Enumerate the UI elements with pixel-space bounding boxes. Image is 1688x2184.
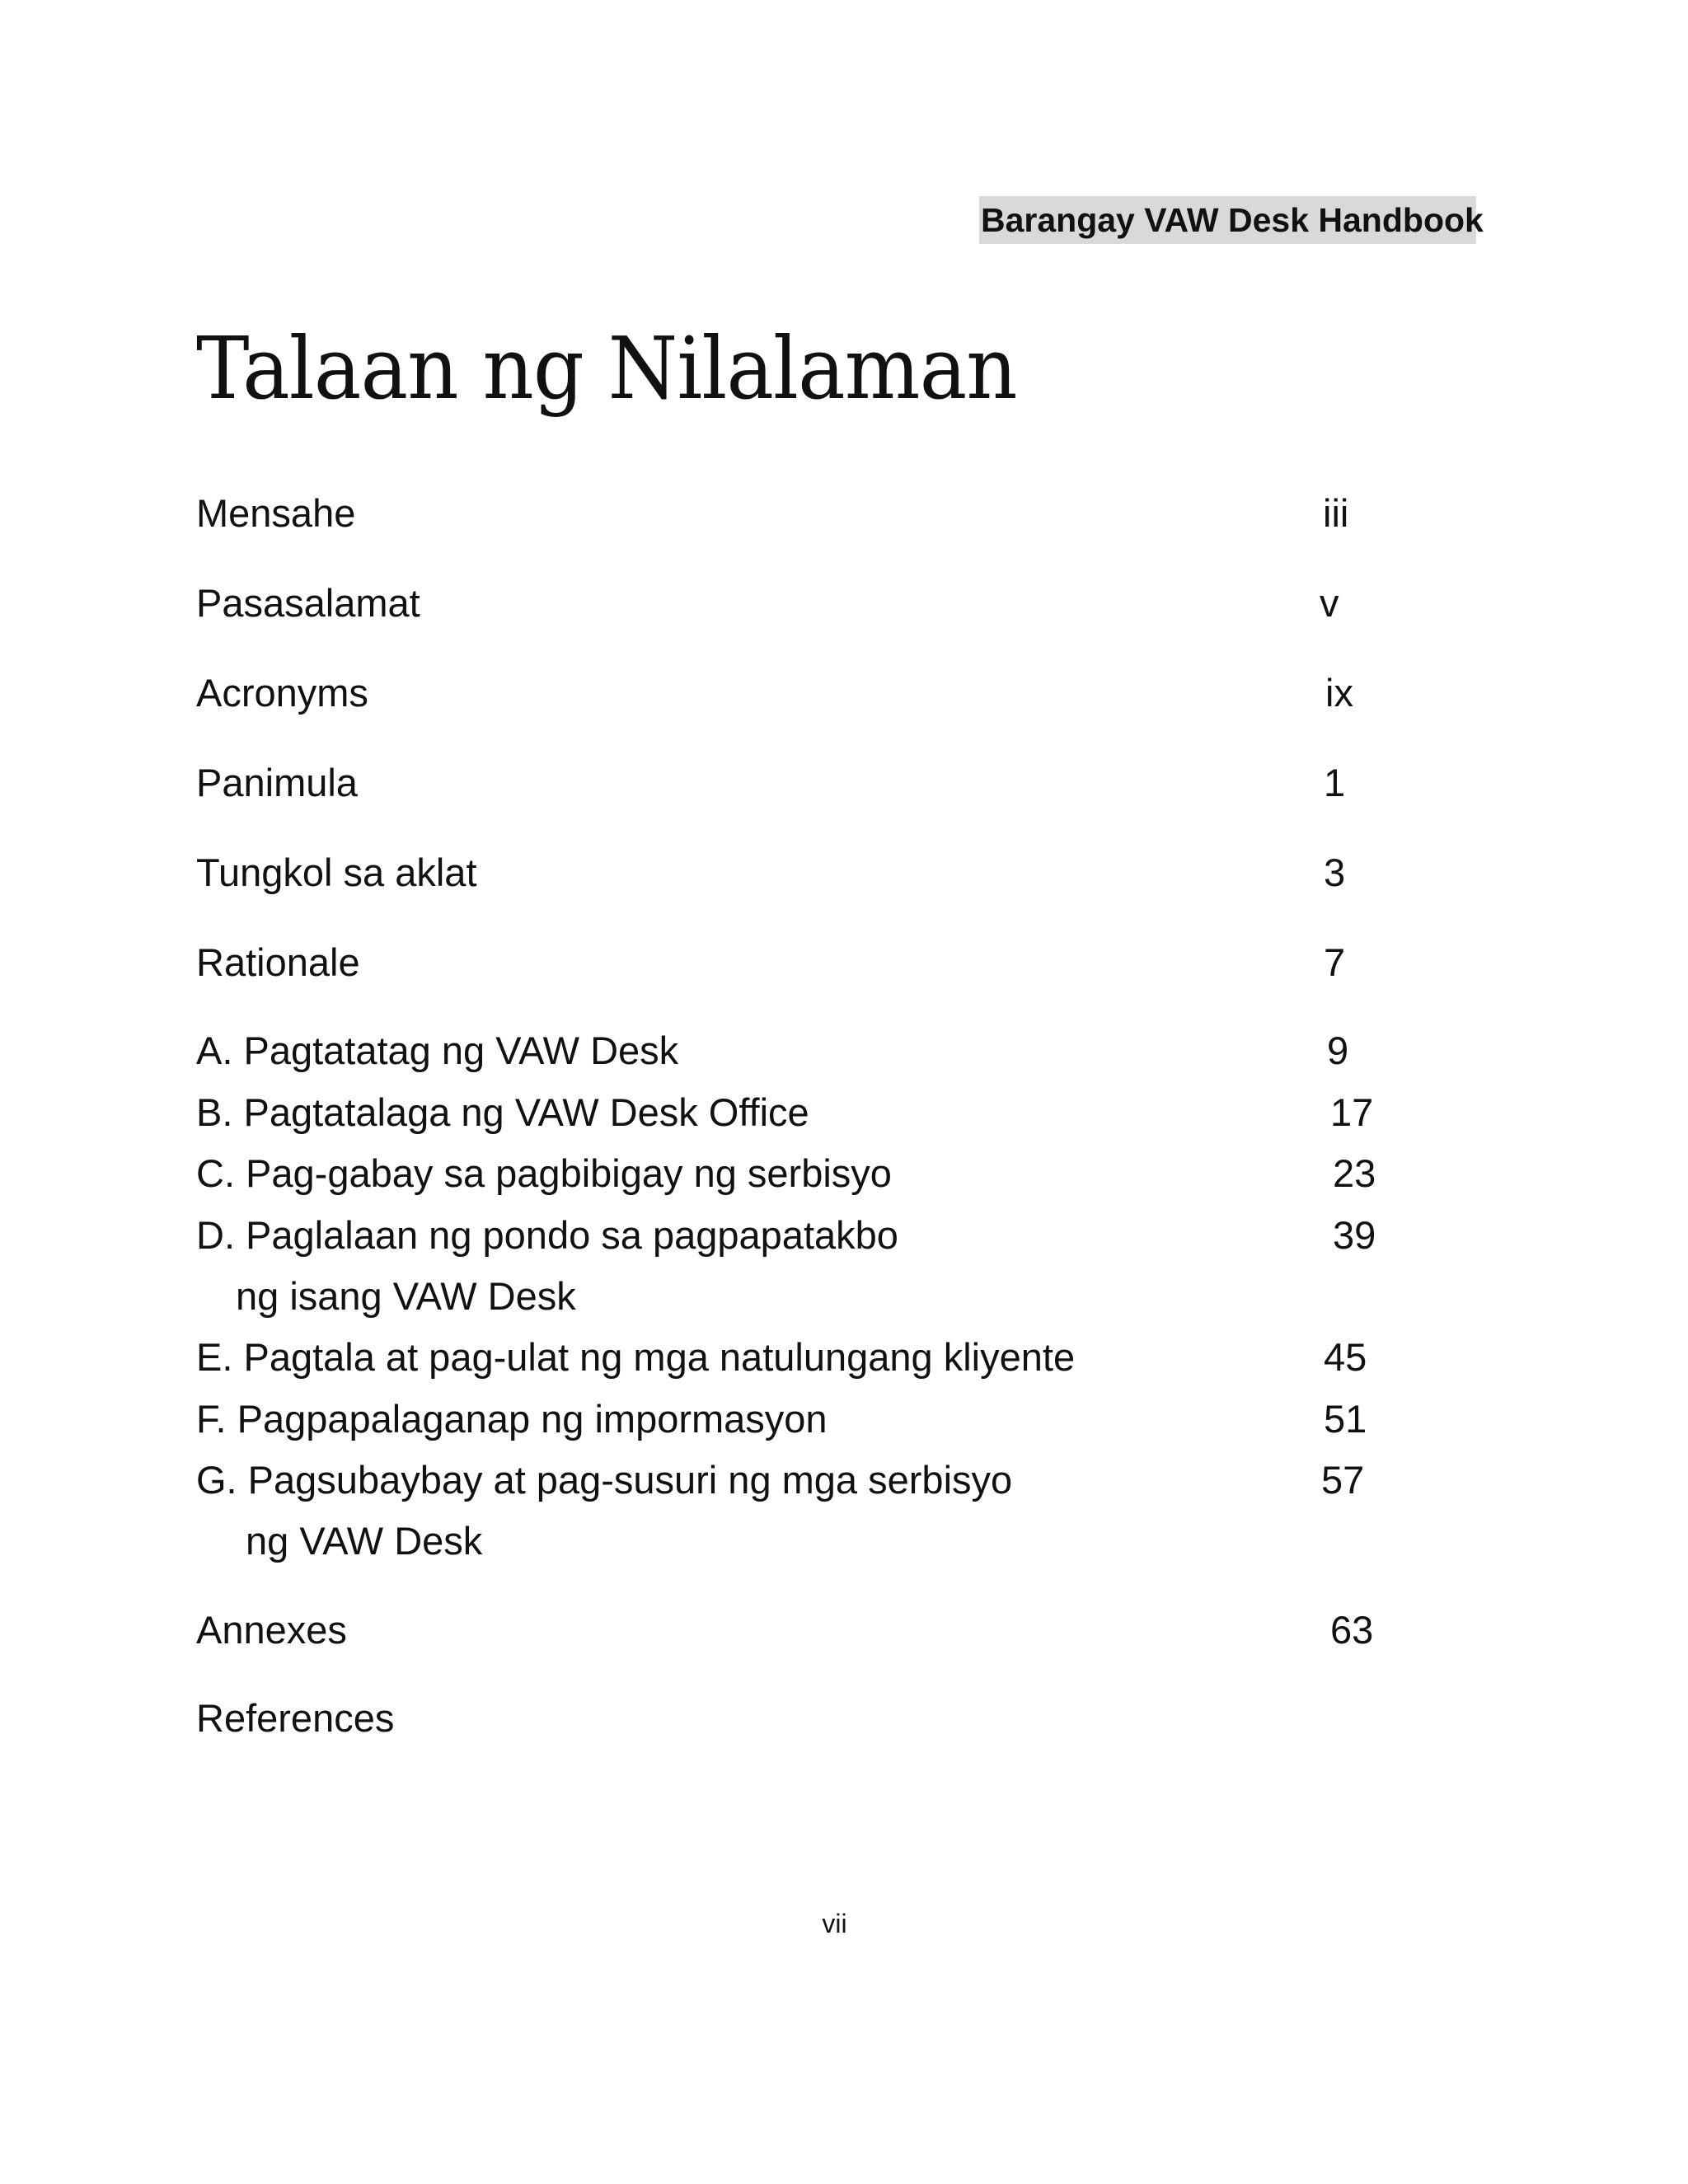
toc-page-c: 23 bbox=[1333, 1151, 1376, 1195]
toc-page-b: 17 bbox=[1330, 1090, 1374, 1134]
toc-page-mensahe: iii bbox=[1323, 491, 1349, 535]
toc-entry-references[interactable]: References bbox=[196, 1696, 395, 1740]
toc-entry-b[interactable]: B. Pagtatalaga ng VAW Desk Office bbox=[196, 1090, 809, 1134]
toc-page-rationale: 7 bbox=[1324, 940, 1346, 984]
page-number: vii bbox=[822, 1909, 847, 1938]
toc-entry-e[interactable]: E. Pagtala at pag-ulat ng mga natulungang kliyente bbox=[196, 1335, 1076, 1379]
toc-entry-d[interactable]: D. Paglalaan ng pondo sa pagpapatakbo bbox=[196, 1213, 898, 1257]
toc-entry-acronyms[interactable]: Acronyms bbox=[196, 671, 368, 715]
toc-page-panimula: 1 bbox=[1324, 761, 1346, 804]
toc-entry-tungkol-sa-aklat[interactable]: Tungkol sa aklat bbox=[196, 851, 477, 894]
toc-page-tungkol-sa-aklat: 3 bbox=[1324, 851, 1346, 894]
toc-entry-rationale[interactable]: Rationale bbox=[196, 940, 360, 984]
toc-page-a: 9 bbox=[1327, 1029, 1349, 1072]
toc-entry-a[interactable]: A. Pagtatatag ng VAW Desk bbox=[196, 1029, 679, 1072]
toc-page-f: 51 bbox=[1324, 1397, 1367, 1441]
toc-page-acronyms: ix bbox=[1325, 671, 1353, 715]
toc-page-g: 57 bbox=[1321, 1458, 1365, 1502]
toc-entry-c[interactable]: C. Pag-gabay sa pagbibigay ng serbisyo bbox=[196, 1151, 892, 1195]
toc-entry-g[interactable]: G. Pagsubaybay at pag-susuri ng mga serbisyo bbox=[196, 1458, 1013, 1502]
toc-entry-panimula[interactable]: Panimula bbox=[196, 761, 358, 804]
toc-entry-mensahe[interactable]: Mensahe bbox=[196, 491, 356, 535]
toc-entry-d-continued[interactable]: ng isang VAW Desk bbox=[236, 1274, 576, 1318]
page-title: Talaan ng Nilalaman bbox=[196, 318, 1017, 419]
toc-entry-g-continued[interactable]: ng VAW Desk bbox=[246, 1519, 483, 1563]
toc-page-d: 39 bbox=[1333, 1213, 1376, 1257]
running-header: Barangay VAW Desk Handbook bbox=[979, 196, 1476, 244]
toc-entry-pasasalamat[interactable]: Pasasalamat bbox=[196, 581, 420, 625]
toc-page-pasasalamat: v bbox=[1320, 581, 1339, 625]
toc-entry-f[interactable]: F. Pagpapalaganap ng impormasyon bbox=[196, 1397, 828, 1441]
toc-page-annexes: 63 bbox=[1330, 1608, 1374, 1652]
toc-page-e: 45 bbox=[1324, 1335, 1367, 1379]
toc-entry-annexes[interactable]: Annexes bbox=[196, 1608, 347, 1652]
